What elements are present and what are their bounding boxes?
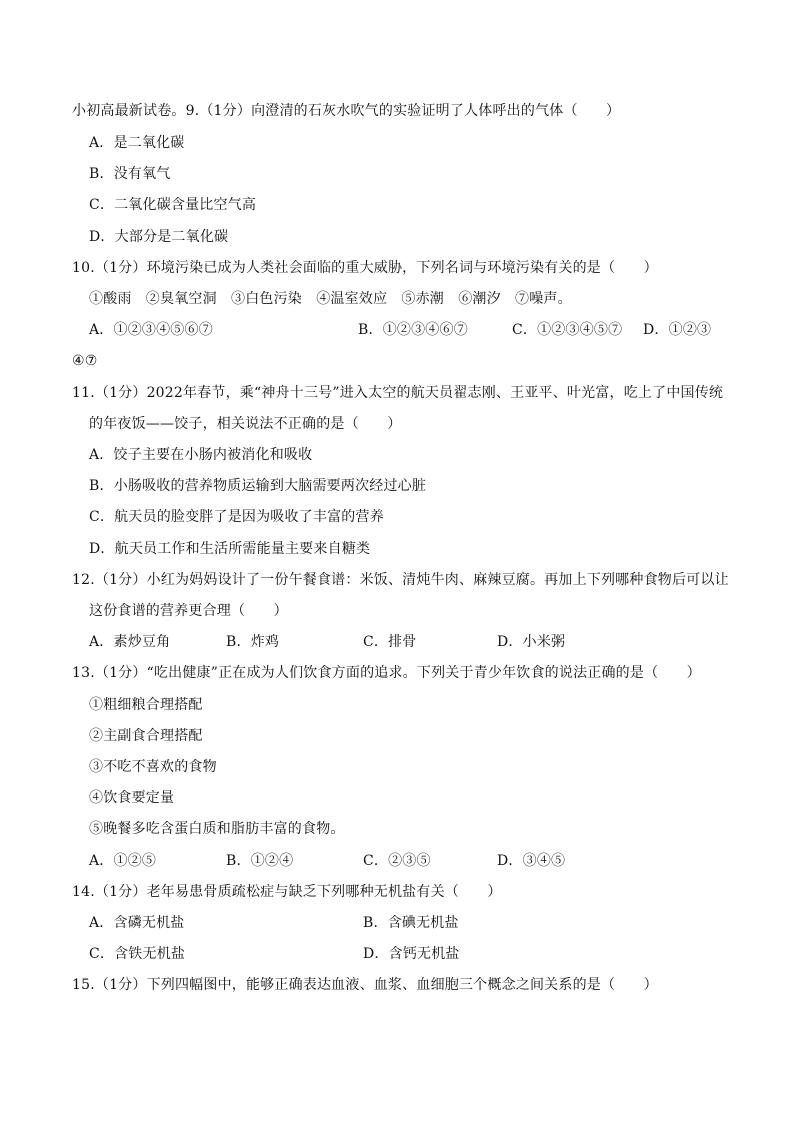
- question-9-option-d: D．大部分是二氧化碳: [89, 229, 229, 245]
- question-12-option-a: A．素炒豆角: [89, 634, 171, 650]
- question-12-text-line2: 这份食谱的营养更合理（ ）: [89, 603, 288, 619]
- question-13-text: 13.（1分）“吃出健康”正在成为人们饮食方面的追求。下列关于青少年饮食的说法正确的是（ ）: [72, 665, 701, 681]
- question-12-option-b: B．炸鸡: [226, 634, 280, 650]
- question-13-option-d: D．③④⑤: [497, 853, 566, 869]
- question-10-option-a: A．①②③④⑤⑥⑦: [89, 322, 213, 338]
- question-9-option-c: C．二氧化碳含量比空气高: [89, 197, 257, 213]
- question-9-text: 小初高最新试卷。9.（1分）向澄清的石灰水吹气的实验证明了人体呼出的气体（ ）: [72, 103, 621, 119]
- question-11-option-a: A．饺子主要在小肠内被消化和吸收: [89, 447, 313, 463]
- question-13-item-4: ④饮食要定量: [89, 790, 175, 806]
- question-13-item-3: ③不吃不喜欢的食物: [89, 759, 217, 775]
- question-14-option-a: A．含磷无机盐: [89, 915, 185, 931]
- question-9-option-b: B．没有氧气: [89, 166, 171, 182]
- question-12-text-line1: 12.（1分）小红为妈妈设计了一份午餐食谱：米饭、清炖牛肉、麻辣豆腐。再加上下列哪种食物后可以让: [72, 572, 729, 588]
- question-11-text-line2: 的年夜饭——饺子，相关说法不正确的是（ ）: [89, 416, 402, 432]
- question-12-option-d: D．小米粥: [497, 634, 566, 650]
- question-13-option-c: C．②③⑤: [363, 853, 431, 869]
- question-13-option-a: A．①②⑤: [89, 853, 157, 869]
- question-10-option-b: B．①②③④⑥⑦: [358, 322, 468, 338]
- question-10-items: ①酸雨 ②臭氧空洞 ③白色污染 ④温室效应 ⑤赤潮 ⑥潮汐 ⑦噪声。: [89, 291, 572, 307]
- question-15-text: 15.（1分）下列四幅图中，能够正确表达血液、血浆、血细胞三个概念之间关系的是（ ）: [72, 977, 658, 993]
- question-14-option-d: D．含钙无机盐: [363, 946, 460, 962]
- question-11-option-b: B．小肠吸收的营养物质运输到大脑需要两次经过心脏: [89, 478, 427, 494]
- question-14-option-b: B．含碘无机盐: [363, 915, 459, 931]
- question-10-option-c: C．①②③④⑤⑦: [512, 322, 623, 338]
- question-11-text-line1: 11.（1分）2022年春节，乘“神舟十三号”进入太空的航天员翟志刚、王亚平、叶光富，吃上了中国传统: [72, 385, 724, 401]
- question-14-text: 14.（1分）老年易患骨质疏松症与缺乏下列哪种无机盐有关（ ）: [72, 884, 502, 900]
- question-14-option-c: C．含铁无机盐: [89, 946, 186, 962]
- question-12-option-c: C．排骨: [363, 634, 417, 650]
- question-9-option-a: A．是二氧化碳: [89, 135, 185, 151]
- question-10-option-d-wrap: ④⑦: [72, 353, 98, 369]
- question-11-option-d: D．航天员工作和生活所需能量主要来自糖类: [89, 541, 371, 557]
- question-13-item-5: ⑤晚餐多吃含蛋白质和脂肪丰富的食物。: [89, 821, 345, 837]
- question-13-item-2: ②主副食合理搭配: [89, 728, 203, 744]
- question-13-item-1: ①粗细粮合理搭配: [89, 697, 203, 713]
- question-11-option-c: C．航天员的脸变胖了是因为吸收了丰富的营养: [89, 509, 384, 525]
- question-13-option-b: B．①②④: [226, 853, 294, 869]
- question-10-text: 10.（1分）环境污染已成为人类社会面临的重大威胁，下列名词与环境污染有关的是（ ）: [72, 260, 658, 276]
- question-10-option-d: D．①②③: [643, 322, 712, 338]
